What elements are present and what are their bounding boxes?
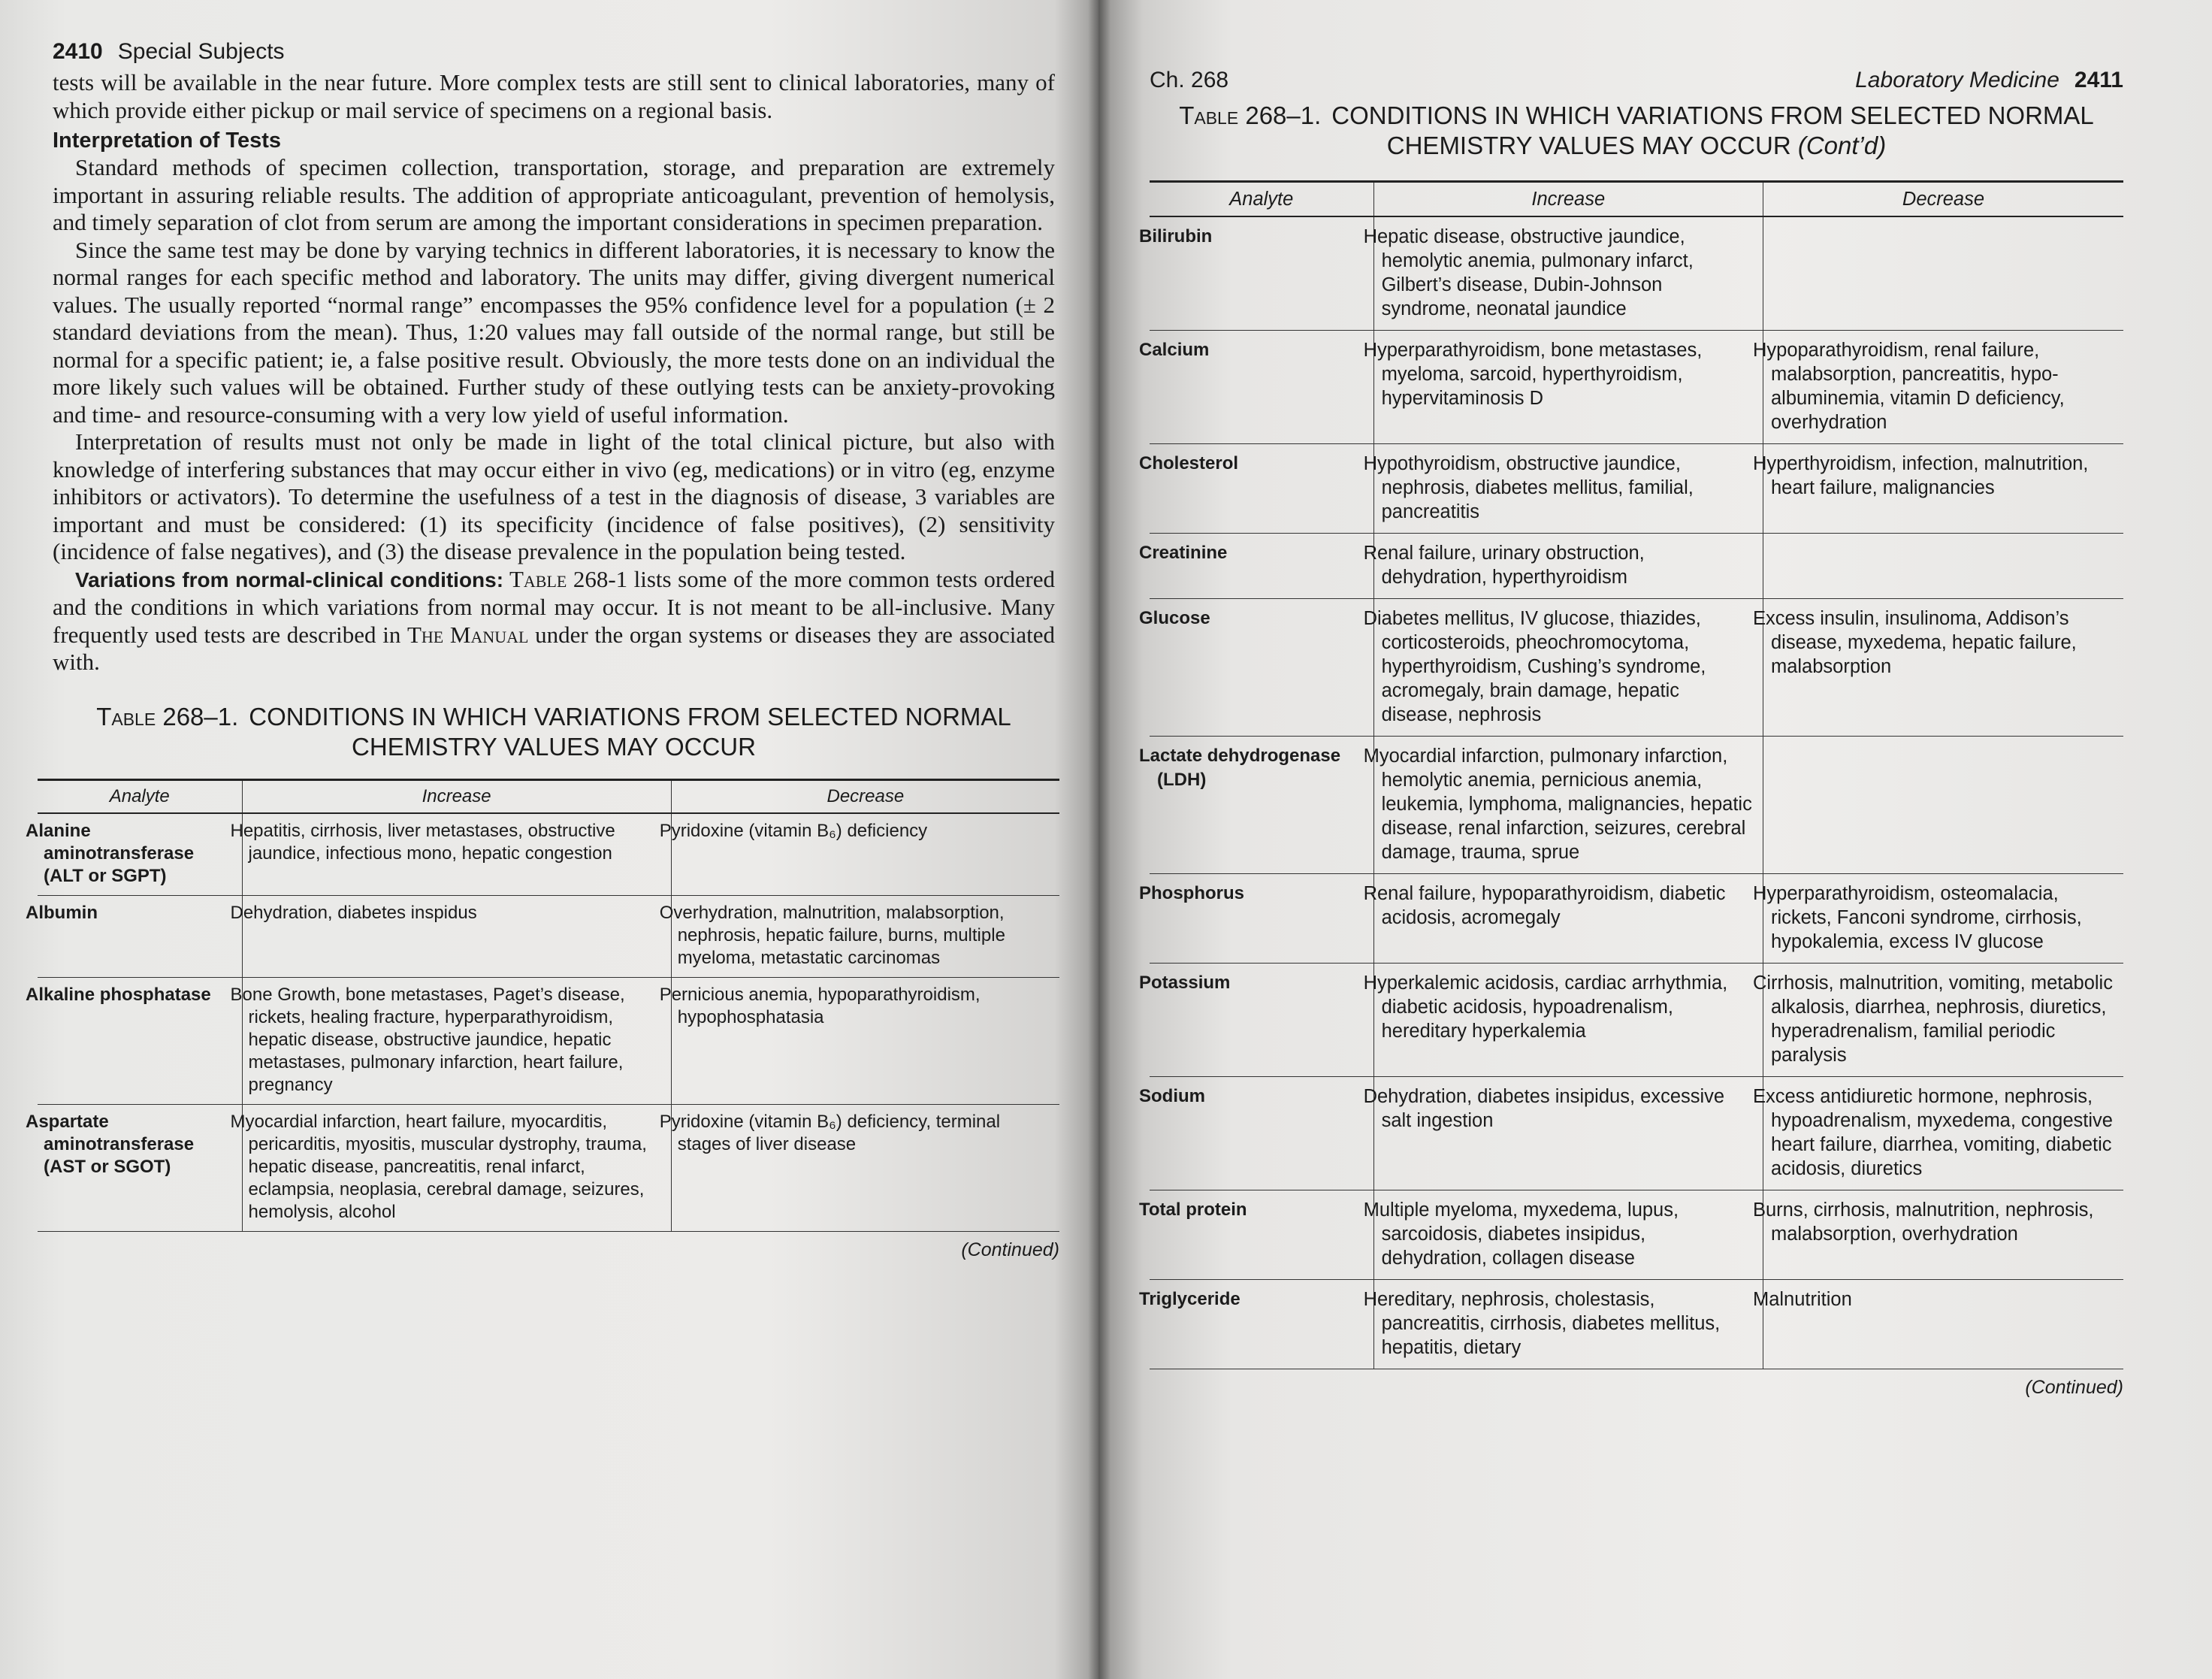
- increase-cell: Bone Growth, bone metastases, Paget’s disease, rickets, healing fracture, hyperparathyroidism, hepatic disease, obstructive jaundice, hepatic metastases, pulmonary infarction, heart failure, pregnancy: [242, 977, 671, 1104]
- increase-cell: Renal failure, urinary obstruction, dehydration, hyperthyroidism: [1373, 534, 1763, 599]
- left-running-head: [53, 39, 1055, 65]
- analyte-cell: Aspartate aminotransferase (AST or SGOT): [38, 1104, 242, 1231]
- analyte-cell: Total protein: [1150, 1190, 1373, 1280]
- table-title: CONDITIONS IN WHICH VARIATIONS FROM SELECTED NORMAL CHEMISTRY VALUES MAY OCCUR: [249, 702, 1011, 761]
- continued-note: (Continued): [961, 1239, 1059, 1260]
- increase-cell: Hyperparathyroidism, bone metastases, myeloma, sarcoid, hyperthyroidism, hypervitaminosis D: [1373, 331, 1763, 444]
- analyte-cell: Triglyceride: [1150, 1280, 1373, 1369]
- decrease-cell: Pernicious anemia, hypoparathyroidism, hypophosphatasia: [671, 977, 1059, 1104]
- table-row: [1150, 599, 2123, 737]
- table-row: [1150, 216, 2123, 331]
- increase-cell: Hyperkalemic acidosis, cardiac arrhythmia, diabetic acidosis, hypoadrenalism, hereditary hyperkalemia: [1373, 964, 1763, 1077]
- table-row: [38, 1104, 1059, 1231]
- chemistry-table: [26, 779, 1059, 1232]
- analyte-cell: Bilirubin: [1150, 216, 1373, 331]
- increase-cell: Myocardial infarction, pulmonary infarction, hemolytic anemia, pernicious anemia, leukemia, lymphoma, malignancies, hepatic disease, renal infarction, seizures, cerebral damage, trauma, sprue: [1373, 737, 1763, 874]
- increase-cell: Multiple myeloma, myxedema, lupus, sarcoidosis, diabetes insipidus, dehydration, collagen disease: [1373, 1190, 1763, 1280]
- decrease-cell: Hypoparathyroidism, renal failure, malabsorption, pancreatitis, hypo-albuminemia, vitamin D deficiency, overhydration: [1763, 331, 2123, 444]
- header-analyte: Analyte: [38, 779, 242, 813]
- left-body-text: [53, 69, 1055, 676]
- analyte-cell: Alkaline phosphatase: [38, 977, 242, 1104]
- increase-cell: Dehydration, diabetes insipidus, excessive salt ingestion: [1373, 1077, 1763, 1190]
- section-heading: Interpretation of Tests: [53, 129, 281, 153]
- header-decrease: Decrease: [671, 779, 1059, 813]
- analyte-cell: Creatinine: [1150, 534, 1373, 599]
- paragraph: Since the same test may be done by varying technics in different laboratories, it is necessary to know the normal ranges for each specific method and laboratory. The units may differ, giving divergent numerical values. The usually reported “normal range” encompasses the 95% confidence level for a population (± 2 standard deviations from the mean). Thus, 1:20 values may fall outside of the normal range, but still be normal for a specific patient; ie, a false positive result. Obviously, the more tests done on an individual the more likely such values will be obtained. Further study of these outlying tests can be anxiety-provoking and time- and resource-consuming with a very low yield of useful information.: [53, 236, 1055, 428]
- increase-cell: Renal failure, hypoparathyroidism, diabetic acidosis, acromegaly: [1373, 874, 1763, 964]
- decrease-cell: Burns, cirrhosis, malnutrition, nephrosis, malabsorption, overhydration: [1763, 1190, 2123, 1280]
- table-row: [1150, 331, 2123, 444]
- table-number: Table 268–1.: [96, 702, 239, 731]
- continued-note: (Continued): [2025, 1377, 2123, 1398]
- run-in-heading: Variations from normal-clinical conditions:: [75, 567, 504, 591]
- decrease-cell: Excess antidiuretic hormone, nephrosis, hypoadrenalism, myxedema, congestive heart failure, diarrhea, vomiting, diabetic acidosis, diuretics: [1763, 1077, 2123, 1190]
- right-running-head: [1150, 68, 2123, 93]
- table-row: [38, 977, 1059, 1104]
- table-row: [1150, 444, 2123, 534]
- decrease-cell: Hyperthyroidism, infection, malnutrition, heart failure, malignancies: [1763, 444, 2123, 534]
- left-table-wrap: [26, 779, 1059, 1261]
- table-row: [38, 895, 1059, 977]
- chemistry-table-continued: [1139, 180, 2123, 1369]
- analyte-cell: Cholesterol: [1150, 444, 1373, 534]
- increase-cell: Hepatic disease, obstructive jaundice, hemolytic anemia, pulmonary infarct, Gilbert’s disease, Dubin-Johnson syndrome, neonatal jaundice: [1373, 216, 1763, 331]
- page-number: 2410: [53, 39, 103, 64]
- manual-reference: The Manual: [406, 621, 529, 648]
- analyte-cell: Albumin: [38, 895, 242, 977]
- analyte-cell: Phosphorus: [1150, 874, 1373, 964]
- increase-cell: Hereditary, nephrosis, cholestasis, pancreatitis, cirrhosis, diabetes mellitus, hepatitis, dietary: [1373, 1280, 1763, 1369]
- analyte-cell: Lactate dehydrogenase (LDH): [1150, 737, 1373, 874]
- table-header-row: [38, 779, 1059, 813]
- table-reference: Table 268-1: [503, 565, 628, 592]
- table-number: Table 268–1.: [1179, 101, 1322, 129]
- right-table-wrap: [1139, 180, 2123, 1399]
- decrease-cell: Cirrhosis, malnutrition, vomiting, metabolic alkalosis, diarrhea, nephrosis, diuretics, hyperadrenalism, familial periodic paralysis: [1763, 964, 2123, 1077]
- analyte-cell: Alanine aminotransferase (ALT or SGPT): [38, 813, 242, 896]
- increase-cell: Hepatitis, cirrhosis, liver metastases, obstructive jaundice, infectious mono, hepatic congestion: [242, 813, 671, 896]
- analyte-cell: Sodium: [1150, 1077, 1373, 1190]
- decrease-cell: [1763, 534, 2123, 599]
- paragraph: Standard methods of specimen collection, transportation, storage, and preparation are extremely important in assuring reliable results. The addition of appropriate anticoagulant, prevention of hemolysis, and timely separation of clot from serum are among the important considerations in specimen preparation.: [53, 154, 1055, 235]
- header-decrease: Decrease: [1763, 182, 2123, 217]
- increase-cell: Hypothyroidism, obstructive jaundice, nephrosis, diabetes mellitus, familial, pancreatitis: [1373, 444, 1763, 534]
- chapter-label: Ch. 268: [1150, 68, 1229, 92]
- paragraph-text: under the organ systems or diseases they are associated with.: [53, 621, 1055, 675]
- paragraph: [53, 566, 1055, 676]
- increase-cell: Dehydration, diabetes inspidus: [242, 895, 671, 977]
- table-caption: [53, 702, 1055, 762]
- table-row: [1150, 1190, 2123, 1280]
- table-row: [1150, 874, 2123, 964]
- table-row: [38, 813, 1059, 896]
- analyte-cell: Potassium: [1150, 964, 1373, 1077]
- decrease-cell: [1763, 216, 2123, 331]
- table-row: [1150, 737, 2123, 874]
- analyte-cell: Glucose: [1150, 599, 1373, 737]
- table-row: [1150, 1077, 2123, 1190]
- decrease-cell: [1763, 737, 2123, 874]
- table-caption: [1150, 101, 2123, 161]
- section-title: Laboratory Medicine: [1855, 68, 2059, 92]
- left-page: [0, 0, 1098, 1679]
- header-analyte: Analyte: [1150, 182, 1373, 217]
- increase-cell: Myocardial infarction, heart failure, myocarditis, pericarditis, myositis, muscular dystrophy, trauma, hepatic disease, pancreatitis, renal infarct, eclampsia, neoplasia, cerebral damage, seizures, hemolysis, alcohol: [242, 1104, 671, 1231]
- right-page: [1098, 0, 2212, 1679]
- table-title: CONDITIONS IN WHICH VARIATIONS FROM SELECTED NORMAL CHEMISTRY VALUES MAY OCCUR: [1331, 101, 2094, 159]
- decrease-cell: Excess insulin, insulinoma, Addison’s disease, myxedema, hepatic failure, malabsorption: [1763, 599, 2123, 737]
- page-number: 2411: [2074, 68, 2123, 92]
- decrease-cell: Malnutrition: [1763, 1280, 2123, 1369]
- table-row: [1150, 964, 2123, 1077]
- table-row: [1150, 1280, 2123, 1369]
- analyte-cell: Calcium: [1150, 331, 1373, 444]
- table-header-row: [1150, 182, 2123, 217]
- book-gutter-shadow: [1088, 0, 1111, 1679]
- paragraph-text: lists some of the more common tests ordered and the conditions in which variations from normal may occur. It is not meant to be all-inclusive. Many frequently used tests are described in: [53, 565, 1056, 648]
- decrease-cell: Overhydration, malnutrition, malabsorption, nephrosis, hepatic failure, burns, multiple myeloma, metastatic carcinomas: [671, 895, 1059, 977]
- section-title: Special Subjects: [117, 39, 285, 64]
- table-row: [1150, 534, 2123, 599]
- decrease-cell: Pyridoxine (vitamin B₆) deficiency, terminal stages of liver disease: [671, 1104, 1059, 1231]
- increase-cell: Diabetes mellitus, IV glucose, thiazides, corticosteroids, pheochromocytoma, hyperthyroidism, Cushing’s syndrome, acromegaly, brain damage, hepatic disease, nephrosis: [1373, 599, 1763, 737]
- decrease-cell: Hyperparathyroidism, osteomalacia, rickets, Fanconi syndrome, cirrhosis, hypokalemia, excess IV glucose: [1763, 874, 2123, 964]
- header-increase: Increase: [1373, 182, 1763, 217]
- paragraph: tests will be available in the near future. More complex tests are still sent to clinical laboratories, many of which provide either pickup or mail service of specimens on a regional basis.: [53, 69, 1055, 123]
- decrease-cell: Pyridoxine (vitamin B₆) deficiency: [671, 813, 1059, 896]
- header-increase: Increase: [242, 779, 671, 813]
- paragraph: Interpretation of results must not only be made in light of the total clinical picture, but also with knowledge of interfering substances that may occur either in vivo (eg, medications) or in vitro (eg, enzyme inhibitors or activators). To determine the usefulness of a test in the diagnosis of disease, 3 variables are important and must be considered: (1) its specificity (incidence of false positives), (2) sensitivity (incidence of false negatives), and (3) the disease prevalence in the population being tested.: [53, 428, 1055, 564]
- table-continued-label: (Cont’d): [1797, 132, 1887, 159]
